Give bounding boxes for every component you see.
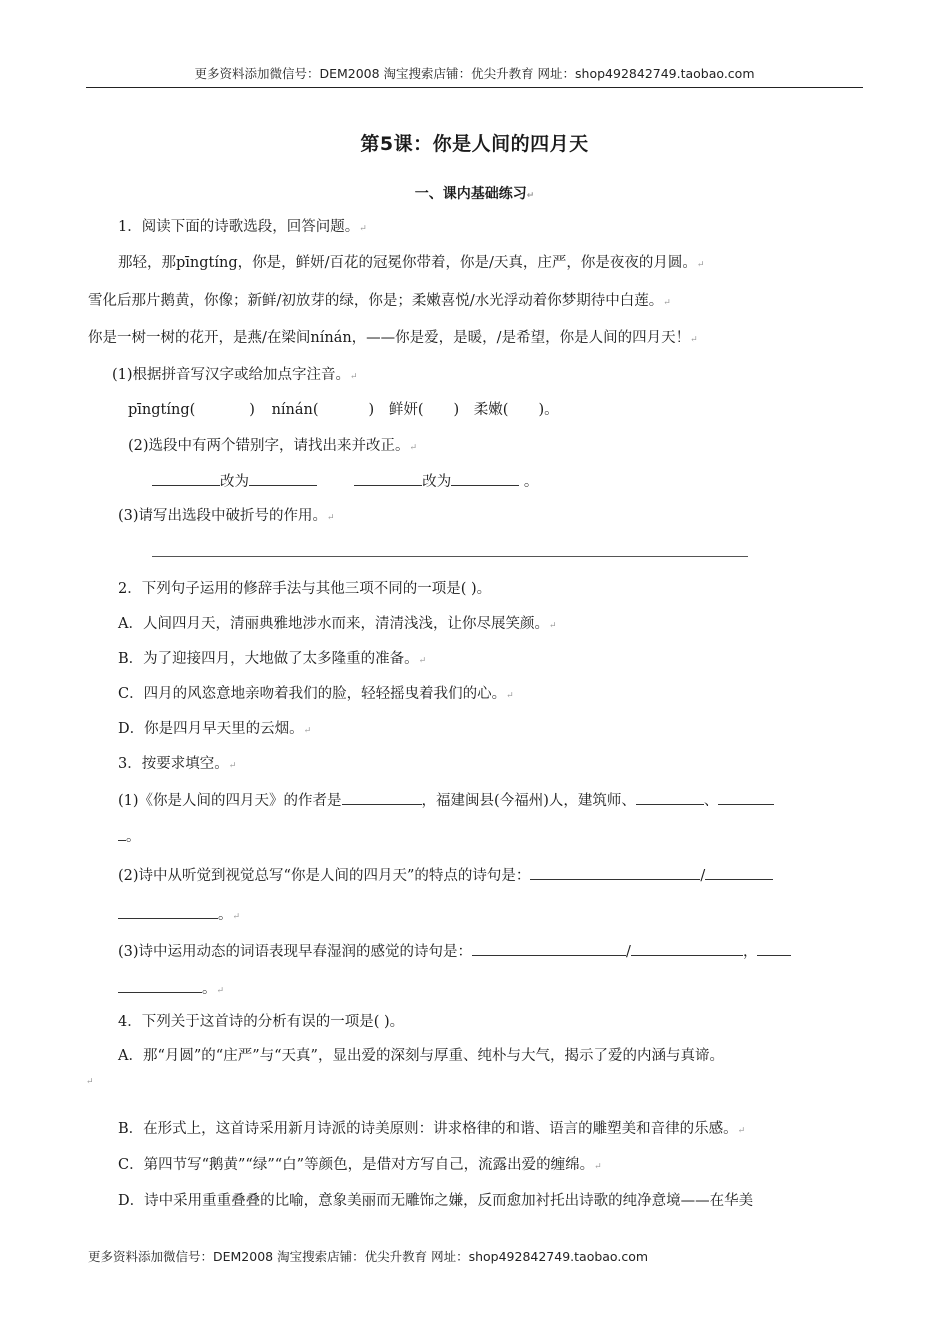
answer-blank[interactable] bbox=[354, 471, 422, 486]
answer-blank[interactable] bbox=[152, 471, 220, 486]
page-footer: 更多资料添加微信号：DEM2008 淘宝搜索店铺：优尖升教育 网址：shop492842749.taobao.com bbox=[88, 1249, 649, 1264]
q4-stem: 4．下列关于这首诗的分析有误的一项是( )。 bbox=[118, 1014, 405, 1030]
q3-sub1: (1)《你是人间的四月天》的作者是 ，福建闽县(今福州)人，建筑师、 、 bbox=[118, 790, 774, 811]
paragraph-mark: ↵ bbox=[86, 1077, 94, 1087]
answer-blank[interactable] bbox=[757, 941, 791, 956]
q3-sub2: (2)诗中从听觉到视觉总写“你是人间的四月天”的特点的诗句是： / bbox=[118, 865, 773, 886]
section-heading: 一、课内基础练习↵ bbox=[414, 186, 535, 202]
poem-line-3: 你是一树一树的花开，是燕/在梁间nínán，——你是爱，是暖，/是希望，你是人间的四月天！↵ bbox=[88, 330, 698, 346]
answer-blank[interactable] bbox=[118, 826, 126, 841]
page-header: 更多资料添加微信号：DEM2008 淘宝搜索店铺：优尖升教育 网址：shop492842749.taobao.com bbox=[194, 66, 755, 81]
poem-line-2: 雪化后那片鹅黄，你像；新鲜/初放芽的绿，你是；柔嫩喜悦/水光浮动着你梦期待中白莲。↵ bbox=[88, 293, 671, 309]
answer-blank[interactable] bbox=[118, 978, 202, 993]
q1-sub2-blanks: 改为 改为 。 bbox=[152, 471, 538, 492]
answer-blank[interactable] bbox=[451, 471, 519, 486]
q1-sub2: (2)选段中有两个错别字，请找出来并改正。↵ bbox=[128, 438, 418, 454]
q1-sub1-items: pīngtíng( ) nínán( ) 鲜妍( ) 柔嫩( )。 bbox=[128, 402, 559, 418]
answer-line[interactable] bbox=[152, 556, 748, 557]
q4-option-d: D．诗中采用重重叠叠的比喻，意象美丽而无雕饰之嫌，反而愈加衬托出诗歌的纯净意境——在华美 bbox=[118, 1193, 754, 1209]
q4-option-c: C．第四节写“鹅黄”“绿”“白”等颜色，是借对方写自己，流露出爱的缠绵。↵ bbox=[118, 1157, 602, 1173]
answer-blank[interactable] bbox=[705, 865, 773, 880]
q2-option-a: A．人间四月天，清丽典雅地涉水而来，清清浅浅，让你尽展笑颜。↵ bbox=[118, 616, 557, 632]
poem-line-1: 那轻，那pīngtíng，你是，鲜妍/百花的冠冕你带着，你是/天真，庄严，你是夜夜的月圆。↵ bbox=[118, 255, 705, 271]
q3-sub3-cont: 。↵ bbox=[118, 978, 224, 1001]
q3-sub1-cont: 。 bbox=[118, 826, 141, 847]
answer-blank[interactable] bbox=[472, 941, 626, 956]
q1-sub3: (3)请写出选段中破折号的作用。↵ bbox=[118, 508, 335, 524]
q2-option-c: C．四月的风恣意地亲吻着我们的脸，轻轻摇曳着我们的心。↵ bbox=[118, 686, 514, 702]
header-rule bbox=[86, 87, 863, 88]
answer-blank[interactable] bbox=[631, 941, 743, 956]
q3-sub2-cont: 。↵ bbox=[118, 904, 240, 927]
answer-blank[interactable] bbox=[249, 471, 317, 486]
answer-blank[interactable] bbox=[636, 790, 704, 805]
answer-blank[interactable] bbox=[342, 790, 422, 805]
q2-option-b: B．为了迎接四月，大地做了太多隆重的准备。↵ bbox=[118, 651, 427, 667]
q2-option-d: D．你是四月早天里的云烟。↵ bbox=[118, 721, 312, 737]
q3-sub3: (3)诗中运用动态的词语表现早春湿润的感觉的诗句是： / ， bbox=[118, 941, 791, 962]
q4-option-b: B．在形式上，这首诗采用新月诗派的诗美原则：讲求格律的和谐、语言的雕塑美和音律的乐感。↵ bbox=[118, 1121, 746, 1137]
q1-sub1: (1)根据拼音写汉字或给加点字注音。↵ bbox=[112, 367, 358, 383]
q4-option-a: A．那“月圆”的“庄严”与“天真”，显出爱的深刻与厚重、纯朴与大气，揭示了爱的内涵与真谛。 bbox=[118, 1048, 724, 1064]
q2-stem: 2．下列句子运用的修辞手法与其他三项不同的一项是( )。 bbox=[118, 581, 492, 597]
q3-stem: 3．按要求填空。↵ bbox=[118, 756, 237, 772]
q1-stem: 1．阅读下面的诗歌选段，回答问题。↵ bbox=[118, 219, 367, 235]
answer-blank[interactable] bbox=[530, 865, 700, 880]
answer-blank[interactable] bbox=[118, 904, 218, 919]
page-title: 第5课：你是人间的四月天 bbox=[360, 133, 589, 155]
answer-blank[interactable] bbox=[718, 790, 774, 805]
